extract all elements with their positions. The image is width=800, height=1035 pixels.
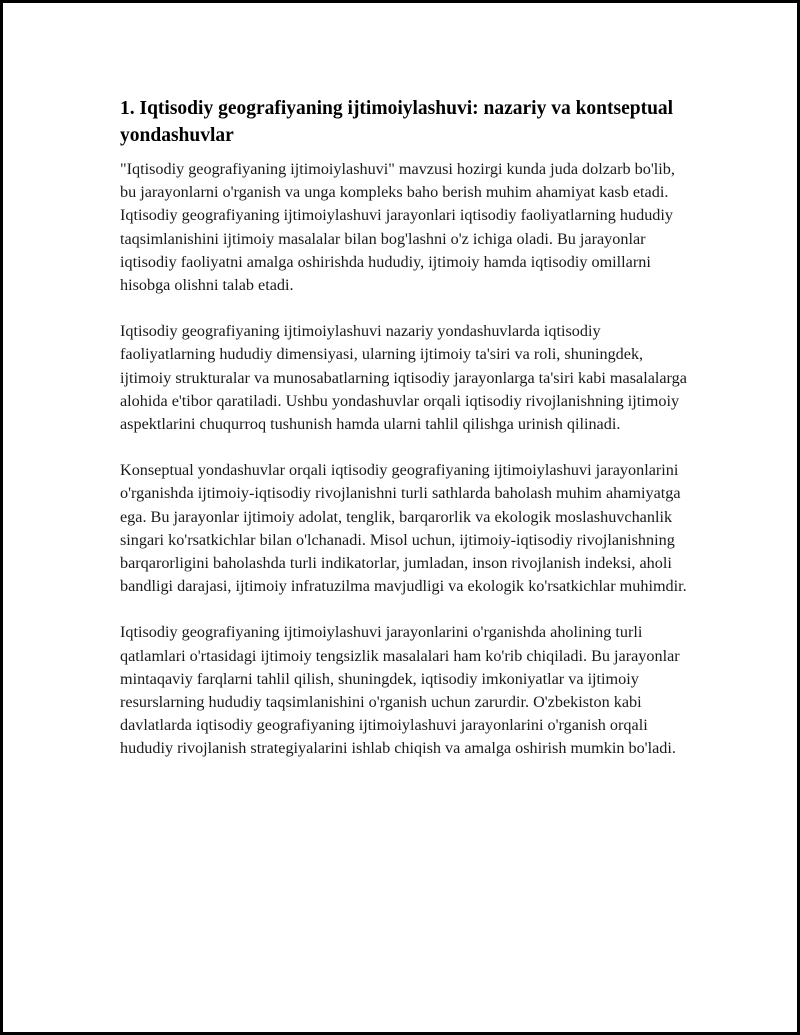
section-heading: 1. Iqtisodiy geografiyaning ijtimoiylashuvi: nazariy va kontseptual yondashuvlar	[120, 98, 674, 146]
paragraph-1: "Iqtisodiy geografiyaning ijtimoiylashuvi" mavzusi hozirgi kunda juda dolzarb bo'lib, bu jarayonlarni o'rganish va unga kompleks baho berish muhim ahamiyat kasb etadi. Iqtisodiy geografiyaning ijtimoiylashuvi jarayonlari iqtisodiy faoliyatlarning hududiy taqsimlanishini ijtimoiy masalalar bilan bog'lashni o'z ichiga oladi. Bu jarayonlar iqtisodiy faoliyatni amalga oshirishda hududiy, ijtimoiy hamda iqtisodiy omillarni hisobga olishni talab etadi.	[120, 160, 675, 295]
document-body	[120, 95, 695, 784]
paragraph-3: Konseptual yondashuvlar orqali iqtisodiy geografiyaning ijtimoiylashuvi jarayonlarini o'rganishda ijtimoiy-iqtisodiy rivojlanishni turli sathlarda baholash muhim ahamiyatga ega. Bu jarayonlar ijtimoiy adolat, tenglik, barqarorlik va ekologik moslashuvchanlik singari ko'rsatkichlar bilan o'lchanadi. Misol uchun, ijtimoiy-iqtisodiy rivojlanishning barqarorligini baholashda turli indikatorlar, jumladan, inson rivojlanish indeksi, aholi bandligi darajasi, ijtimoiy infratuzilma mavjudligi va ekologik ko'rsatkichlar muhimdir.	[120, 461, 687, 596]
paragraph-2: Iqtisodiy geografiyaning ijtimoiylashuvi nazariy yondashuvlarda iqtisodiy faoliyatlarning hududiy dimensiyasi, ularning ijtimoiy ta'siri va roli, shuningdek, ijtimoiy strukturalar va munosabatlarning iqtisodiy jarayonlarga ta'siri kabi masalalarga alohida e'tibor qaratiladi. Ushbu yondashuvlar orqali iqtisodiy rivojlanishning ijtimoiy aspektlarini chuqurroq tushunish hamda ularni tahlil qilishga urinish qilinadi.	[120, 322, 687, 434]
paragraph-4: Iqtisodiy geografiyaning ijtimoiylashuvi jarayonlarini o'rganishda aholining turli qatlamlari o'rtasidagi ijtimoiy tengsizlik masalalari ham ko'rib chiqiladi. Bu jarayonlar mintaqaviy farqlarni tahlil qilish, shuningdek, iqtisodiy imkoniyatlar va ijtimoiy resurslarning hududiy taqsimlanishini o'rganish uchun zarurdir. O'zbekiston kabi davlatlarda iqtisodiy geografiyaning ijtimoiylashuvi jarayonlarini o'rganish orqali hududiy rivojlanish strategiyalarini ishlab chiqish va amalga oshirish mumkin bo'ladi.	[120, 623, 680, 758]
